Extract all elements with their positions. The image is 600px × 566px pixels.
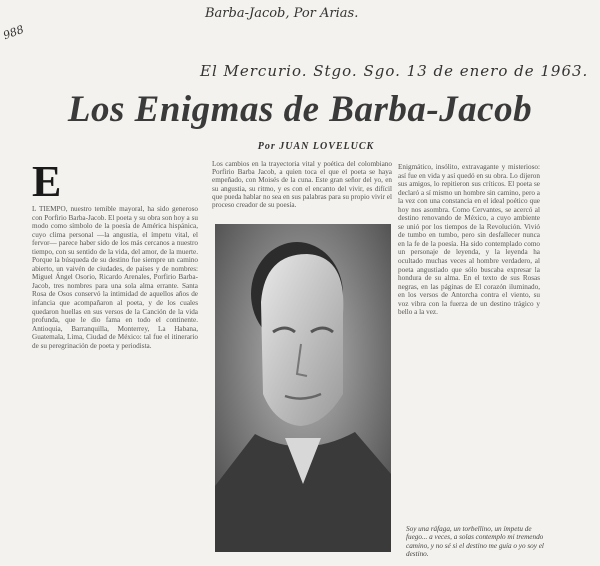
- poem-excerpt: Soy una ráfaga, un torbellino, un ímpetu de fuego... a veces, a solas contemplo mi tremendo camino, y no sé si el destino me guía o yo soy el destino.: [406, 525, 544, 559]
- column-3-text: Enigmático, insólito, extravagante y misterioso: así fue en vida y así quedó en su obra. Lo dijeron sus amigos, lo repitieron sus críticos. El poeta se declaró a sí mismo un hombre sin camino, pero a la vez con una constancia en el ideal poético que hoy nos asombra. Como Cervantes, se acercó al destino renovando de México, a cuyo ambiente se unió por los tiempos de la Revolución. Vivió de tumbo en tumbo, pero sin desfallecer nunca en la fe de la poesía. Ha sido contemplado como un personaje de leyenda, y la leyenda ha ocultado muchas veces al hombre verdadero, al poeta angustiado que sólo buscaba expresar la hondura de su alma. En el texto de sus Rosas negras, en las páginas de El corazón iluminado, en los versos de Antorcha contra el viento, su voz vibra con la fuerza de un destino trágico y bello a la vez.: [398, 163, 540, 317]
- headline: Los Enigmas de Barba-Jacob: [67, 89, 533, 130]
- drop-cap: E: [32, 157, 62, 206]
- handwritten-number: 988: [1, 22, 26, 43]
- column-1-text: L TIEMPO, nuestro temible mayoral, ha sido generoso con Porfirio Barba-Jacob. El poeta y su obra son hoy a su modo como símbolo de la poesía de América hispánica, cuyo clima personal —la angustia, el ímpetu vital, el fervor— parece haber sido de los más cercanos a nuestro tiempo, con su sentido de la vida, del amor, de la muerte. Porque la búsqueda de su destino fue siempre un camino abierto, un vaivén de ciudades, de países y de nombres: Miguel Ángel Osorio, Ricardo Arenales, Porfirio Barba-Jacob, tres nombres para una sola alma errante. Santa Rosa de Osos conservó la intimidad de aquellos años de infancia que acompañaron al poeta, y de los cuales quedaron huellas en sus versos de la Canción de la vida profunda, que le dio fama en todo el continente. Antioquia, Barranquilla, Monterrey, La Habana, Guatemala, Lima, Ciudad de México: tal fue el itinerario de su peregrinación de poeta y periodista.: [32, 205, 198, 350]
- byline: Por JUAN LOVELUCK: [257, 141, 375, 152]
- handwritten-note: Barba-Jacob, Por Arias.: [205, 6, 359, 21]
- portrait-photo: [215, 224, 391, 552]
- intro-text: Los cambios en la trayectoria vital y poética del colombiano Porfirio Barba Jacob, a quien toca el que el poeta se haya empeñado, con Moisés de la cuna. Este gran señor del yo, en su angustia, su ritmo, y es con el encanto del vivir, es difícil que pueda hablar no sea en sus palabras para su propio vivir el proceso creador de su poesía.: [212, 160, 392, 210]
- handwritten-date: El Mercurio. Stgo. Sgo. 13 de enero de 1963.: [200, 62, 589, 80]
